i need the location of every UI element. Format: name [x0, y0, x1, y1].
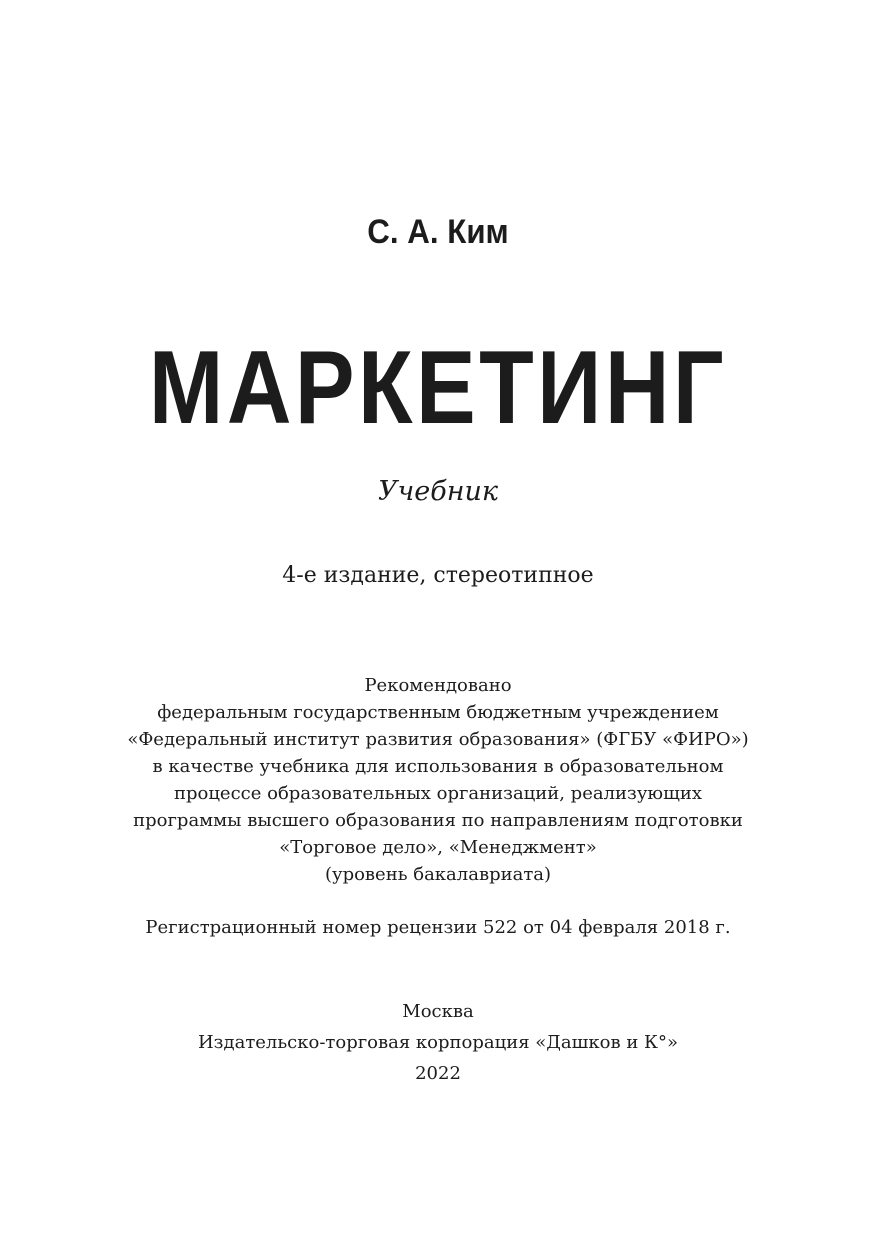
recommendation-line: процессе образовательных организаций, реализующих — [174, 783, 702, 804]
book-genre: Учебник — [377, 476, 499, 507]
book-title: МАРКЕТИНГ — [148, 330, 728, 446]
recommendation-line: программы высшего образования по направлениям подготовки — [133, 810, 743, 831]
recommendation-line: Рекомендовано — [364, 675, 512, 696]
registration-number: Регистрационный номер рецензии 522 от 04 февраля 2018 г. — [145, 917, 731, 938]
recommendation-line: в качестве учебника для использования в образовательном — [152, 756, 724, 777]
recommendation-line: «Торговое дело», «Менеджмент» — [279, 837, 597, 858]
imprint-city: Москва — [402, 1001, 474, 1022]
imprint-block — [0, 998, 876, 1091]
edition-note: 4-е издание, стереотипное — [282, 563, 594, 588]
author-name: С. А. Ким — [367, 213, 509, 251]
recommendation-line: (уровень бакалавриата) — [324, 864, 552, 885]
recommendation-line: федеральным государственным бюджетным учреждением — [157, 702, 719, 723]
imprint-year: 2022 — [415, 1063, 461, 1084]
recommendation-block — [0, 672, 876, 888]
imprint-publisher: Издательско-торговая корпорация «Дашков и К°» — [197, 1032, 678, 1053]
recommendation-line: «Федеральный институт развития образования» (ФГБУ «ФИРО») — [127, 729, 749, 750]
